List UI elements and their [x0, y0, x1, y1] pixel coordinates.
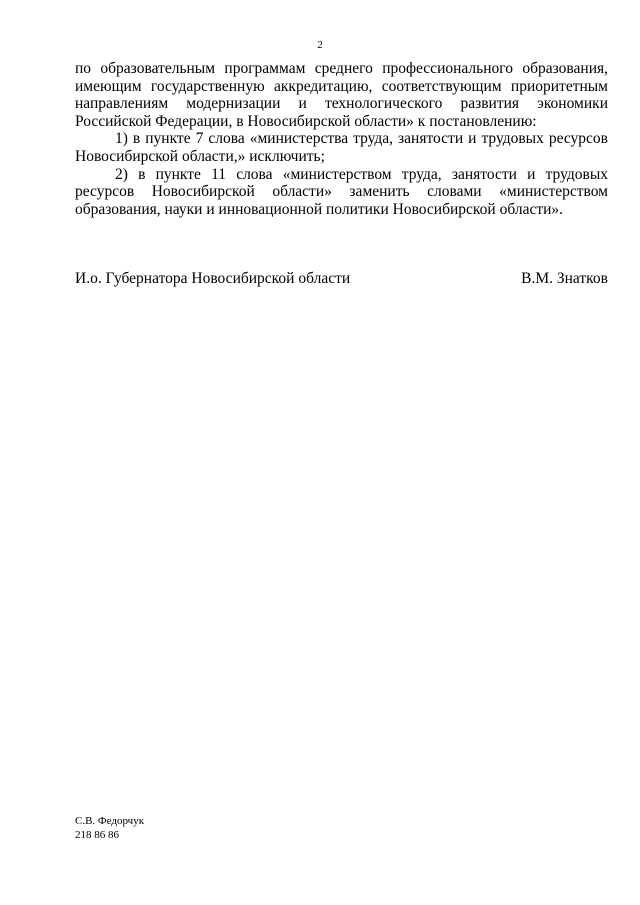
signatory-position: И.о. Губернатора Новосибирской области [75, 270, 351, 287]
executor-name: С.В. Федорчук [75, 815, 145, 827]
paragraph-item-2: 2) в пункте 11 слова «министерством труда, занятости и трудовых ресурсов Новосибирской области» заменить словами «министерством образования, науки и инновационной политики Новосибирской области». [75, 165, 608, 218]
paragraph-item-1: 1) в пункте 7 слова «министерства труда, занятости и трудовых ресурсов Новосибирской области,» исключить; [75, 130, 608, 165]
paragraph-intro: по образовательным программам среднего профессионального образования, имеющим государственную аккредитацию, соответствующим приоритетным направлениям модернизации и технологического развития экономики Российской Федерации, в Новосибирской области» к постановлению: [75, 60, 608, 130]
signatory-name: В.М. Знатков [521, 270, 608, 287]
signature-block [75, 270, 608, 288]
document-body [75, 60, 608, 218]
executor-phone: 218 86 86 [75, 829, 119, 841]
executor-block [75, 814, 144, 842]
page-number: 2 [317, 39, 323, 51]
